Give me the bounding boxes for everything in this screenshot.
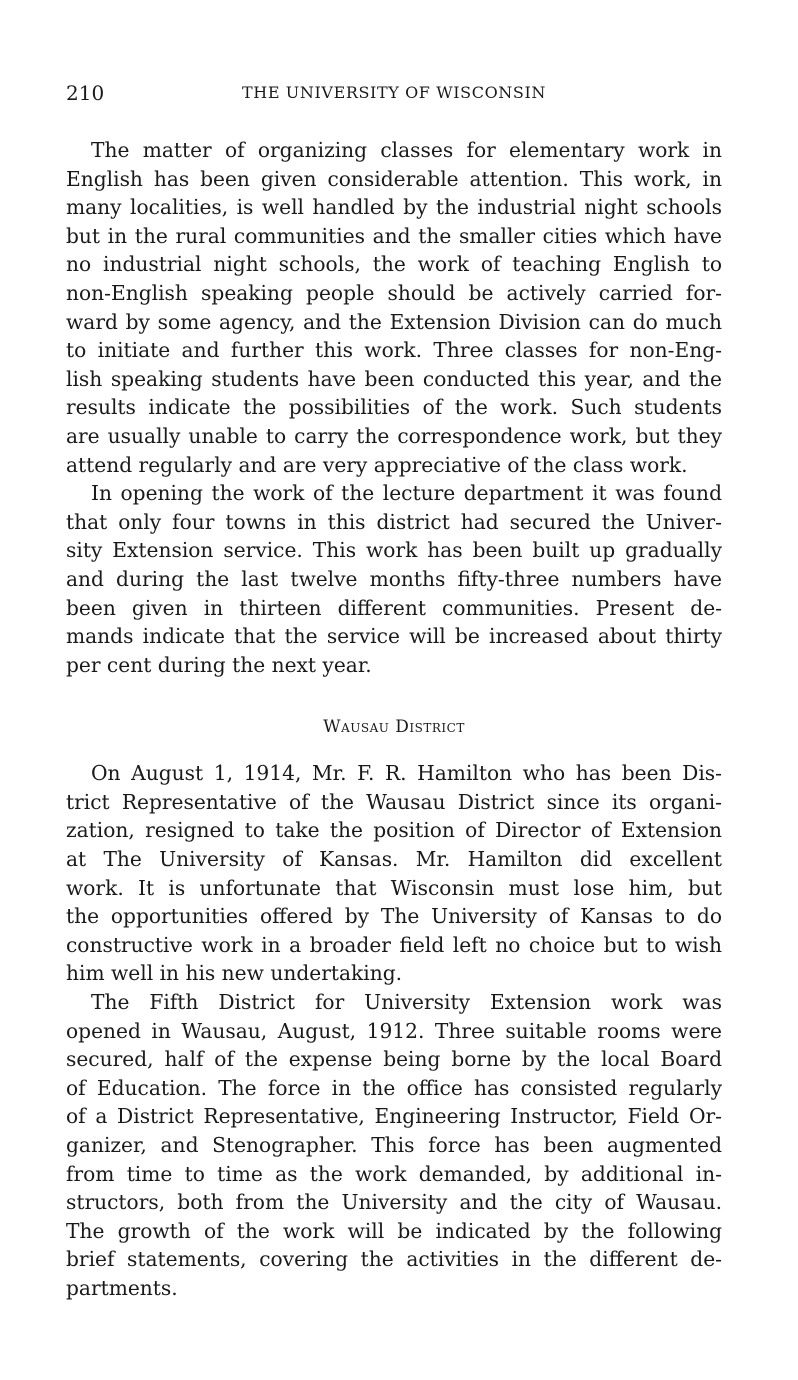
running-head: THE UNIVERSITY OF WISCONSIN [242, 83, 546, 102]
text-line: lish speaking students have been conducted this year, and the [66, 366, 722, 391]
text-line: that only four towns in this district had secured the Univer- [66, 509, 722, 534]
page-header [66, 80, 722, 106]
text-line: attend regularly and are very appreciative of the class work. [66, 452, 688, 477]
text-line: at The University of Kansas. Mr. Hamilton did excellent [66, 847, 722, 872]
paragraph [66, 988, 722, 1303]
text-line: ganizer, and Stenographer. This force has been augmented [66, 1133, 722, 1157]
text-line: The Fifth District for University Extension work was [91, 990, 722, 1015]
text-line: brief statements, covering the activities in the different de- [66, 1247, 722, 1272]
paragraph [66, 479, 722, 679]
text-line: many localities, is well handled by the industrial night schools [66, 195, 722, 220]
text-line: In opening the work of the lecture department it was found [91, 481, 722, 506]
paragraph [66, 136, 722, 479]
text-line: partments. [66, 1275, 178, 1300]
text-line: zation, resigned to take the position of Director of Extension [66, 818, 722, 843]
text-line: work. It is unfortunate that Wisconsin must lose him, but [66, 875, 722, 900]
body-text [66, 136, 722, 1303]
text-line: trict Representative of the Wausau District since its organi- [66, 789, 722, 814]
paragraphs-after-heading [66, 759, 722, 1302]
text-line: from time to time as the work demanded, by additional in- [66, 1161, 722, 1186]
paragraphs-before-heading [66, 136, 722, 679]
text-line: ward by some agency, and the Extension Division can do much [66, 309, 722, 334]
text-line: sity Extension service. This work has been built up gradually [66, 538, 722, 563]
text-line: per cent during the next year. [66, 652, 372, 677]
text-line: results indicate the possibilities of the work. Such students [66, 395, 722, 420]
paragraph [66, 759, 722, 988]
text-line: but in the rural communities and the smaller cities which have [66, 223, 722, 248]
text-line: him well in his new undertaking. [66, 961, 403, 986]
text-line: On August 1, 1914, Mr. F. R. Hamilton who has been Dis- [91, 761, 722, 786]
text-line: and during the last twelve months fifty-three numbers have [66, 566, 722, 591]
section-heading-text: Wausau District [323, 717, 465, 738]
text-line: are usually unable to carry the correspondence work, but they [66, 423, 722, 448]
text-line: constructive work in a broader field left no choice but to wish [66, 932, 722, 957]
text-line: structors, both from the University and the city of Wausau. [66, 1190, 722, 1215]
text-line: the opportunities offered by The University of Kansas to do [66, 904, 722, 929]
text-line: been given in thirteen different communities. Present de- [66, 595, 722, 620]
text-line: The growth of the work will be indicated by the following [66, 1218, 722, 1243]
text-line: The matter of organizing classes for elementary work in [91, 138, 722, 162]
page-number: 210 [66, 81, 105, 105]
text-line: non-English speaking people should be actively carried for- [66, 280, 722, 305]
text-line: secured, half of the expense being borne by the local Board [66, 1047, 722, 1072]
text-line: of Education. The force in the office has consisted regularly [66, 1075, 722, 1100]
text-line: of a District Representative, Engineering Instructor, Field Or- [66, 1104, 722, 1129]
text-line: English has been given considerable attention. This work, in [66, 166, 722, 191]
text-line: no industrial night schools, the work of teaching English to [66, 252, 722, 277]
text-line: to initiate and further this work. Three classes for non-Eng- [66, 338, 722, 363]
text-line: mands indicate that the service will be increased about thirty [66, 624, 722, 649]
section-heading [66, 715, 722, 739]
text-line: opened in Wausau, August, 1912. Three suitable rooms were [66, 1018, 722, 1043]
